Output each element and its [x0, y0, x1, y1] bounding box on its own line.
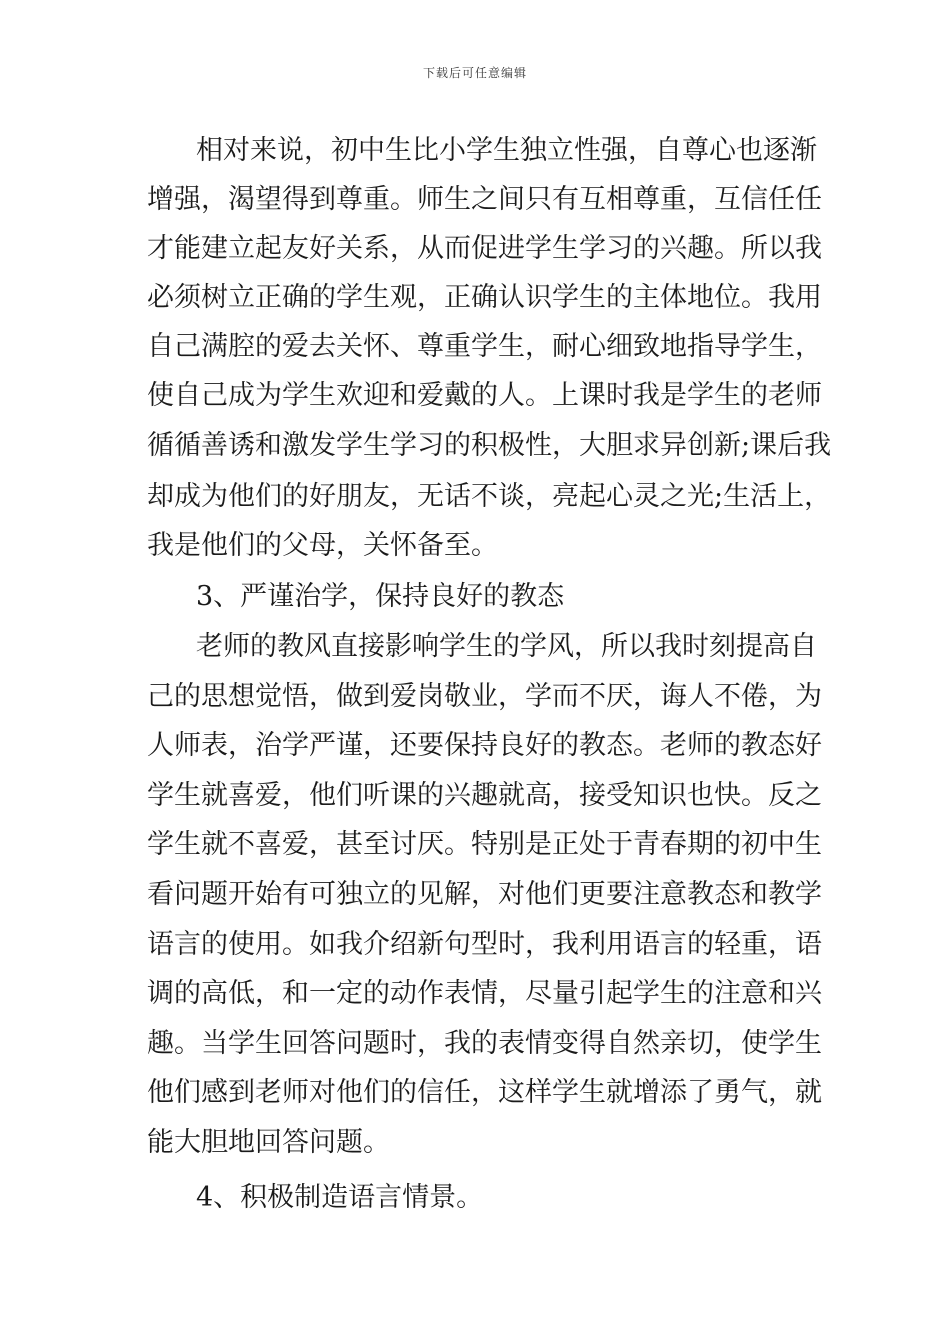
paragraph-line: 才能建立起友好关系，从而促进学生学习的兴趣。所以我 — [147, 233, 822, 264]
paragraph-line: 循循善诱和激发学生学习的积极性，大胆求异创新;课后我 — [147, 430, 832, 461]
paragraph-line: 自己满腔的爱去关怀、尊重学生，耐心细致地指导学生， — [147, 331, 822, 362]
paragraph-line: 相对来说，初中生比小学生独立性强，自尊心也逐渐 — [196, 135, 817, 166]
paragraph-line: 看问题开始有可独立的见解，对他们更要注意教态和教学 — [147, 879, 822, 910]
paragraph-line: 学生就喜爱，他们听课的兴趣就高，接受知识也快。反之 — [147, 780, 822, 811]
section-heading: 3、严谨治学，保持良好的教态 — [196, 581, 565, 612]
paragraph-line: 趣。当学生回答问题时，我的表情变得自然亲切，使学生 — [147, 1028, 822, 1059]
paragraph-line: 他们感到老师对他们的信任，这样学生就增添了勇气，就 — [147, 1077, 822, 1108]
paragraph-line: 却成为他们的好朋友，无话不谈，亮起心灵之光;生活上， — [147, 481, 832, 512]
paragraph-line: 必须树立正确的学生观，正确认识学生的主体地位。我用 — [147, 282, 822, 313]
paragraph-line: 己的思想觉悟，做到爱岗敬业，学而不厌，诲人不倦，为 — [147, 681, 822, 712]
paragraph-line: 增强，渴望得到尊重。师生之间只有互相尊重，互信任任 — [147, 184, 822, 215]
paragraph-line: 能大胆地回答问题。 — [147, 1127, 390, 1158]
paragraph-line: 使自己成为学生欢迎和爱戴的人。上课时我是学生的老师 — [147, 380, 822, 411]
paragraph-line: 老师的教风直接影响学生的学风，所以我时刻提高自 — [196, 631, 817, 662]
paragraph-line: 学生就不喜爱，甚至讨厌。特别是正处于青春期的初中生 — [147, 829, 822, 860]
header-note: 下载后可任意编辑 — [422, 66, 527, 80]
paragraph-line: 调的高低，和一定的动作表情，尽量引起学生的注意和兴 — [147, 978, 822, 1009]
section-heading: 4、积极制造语言情景。 — [196, 1182, 484, 1213]
paragraph-line: 人师表，治学严谨，还要保持良好的教态。老师的教态好 — [147, 730, 822, 761]
paragraph-line: 我是他们的父母，关怀备至。 — [147, 530, 498, 561]
paragraph-line: 语言的使用。如我介绍新句型时，我利用语言的轻重，语 — [147, 929, 822, 960]
